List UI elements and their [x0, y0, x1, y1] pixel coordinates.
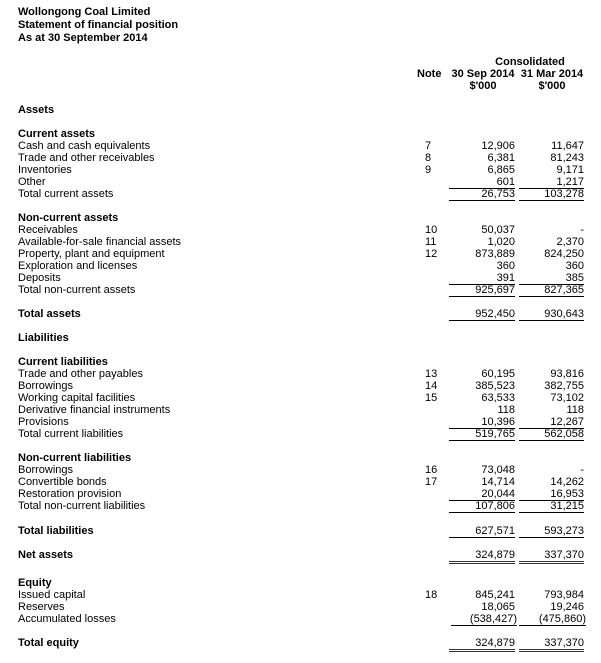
table-row — [0, 464, 601, 476]
section-current-assets — [0, 128, 601, 140]
row-label: Accumulated losses — [18, 613, 116, 625]
row-label: Total equity — [18, 637, 79, 649]
row-label: Other — [18, 176, 46, 188]
row-label: Convertible bonds — [18, 476, 107, 488]
column-30-sep-2014-unit: $'000 — [469, 80, 497, 92]
table-row — [0, 224, 601, 236]
section-heading: Current liabilities — [18, 356, 108, 368]
row-label: Deposits — [18, 272, 61, 284]
row-label: Inventories — [18, 164, 72, 176]
consolidated-header: Consolidated — [495, 56, 565, 68]
row-note: 13 — [425, 368, 438, 380]
value-31-mar-2014: 793,984 — [544, 589, 584, 601]
section-equity — [0, 577, 601, 589]
column-31-mar-2014-header: 31 Mar 2014 — [520, 68, 584, 80]
note-column-header: Note — [417, 68, 442, 80]
value-30-sep-2014: 952,450 — [449, 308, 515, 321]
value-30-sep-2014: 1,020 — [487, 236, 515, 248]
value-31-mar-2014: 593,273 — [519, 525, 584, 538]
table-row — [0, 272, 601, 284]
table-row-net-assets — [0, 549, 601, 561]
value-30-sep-2014: 925,697 — [449, 284, 515, 297]
row-label: Total non-current assets — [18, 284, 136, 296]
value-31-mar-2014: 9,171 — [556, 164, 584, 176]
row-label: Cash and cash equivalents — [18, 140, 151, 152]
company-name: Wollongong Coal Limited — [18, 6, 151, 18]
row-label: Total current assets — [18, 188, 114, 200]
value-30-sep-2014: 627,571 — [449, 525, 515, 538]
value-31-mar-2014: 103,278 — [519, 188, 584, 201]
value-30-sep-2014: 73,048 — [481, 464, 515, 476]
value-30-sep-2014: 385,523 — [475, 380, 515, 392]
row-note: 8 — [425, 152, 432, 164]
row-label: Receivables — [18, 224, 78, 236]
value-30-sep-2014: (538,427) — [451, 613, 517, 626]
value-30-sep-2014: 14,714 — [481, 476, 515, 488]
row-label: Issued capital — [18, 589, 86, 601]
value-30-sep-2014: 26,753 — [449, 188, 515, 201]
value-31-mar-2014: 382,755 — [544, 380, 584, 392]
value-30-sep-2014: 845,241 — [475, 589, 515, 601]
table-row — [0, 236, 601, 248]
table-row — [0, 476, 601, 488]
row-label: Derivative financial instruments — [18, 404, 171, 416]
table-row — [0, 488, 601, 500]
row-label: Exploration and licenses — [18, 260, 138, 272]
table-row-total-assets — [0, 308, 601, 320]
value-30-sep-2014: 107,806 — [449, 500, 515, 513]
value-31-mar-2014: 337,370 — [519, 549, 584, 564]
section-heading: Equity — [18, 577, 52, 589]
row-label: Total current liabilities — [18, 428, 124, 440]
column-31-mar-2014-unit: $'000 — [538, 80, 566, 92]
row-label: Reserves — [18, 601, 65, 613]
value-31-mar-2014: 118 — [566, 404, 584, 416]
value-31-mar-2014: - — [580, 464, 584, 476]
row-label: Net assets — [18, 549, 74, 561]
table-row-total — [0, 500, 601, 512]
value-31-mar-2014: 14,262 — [550, 476, 584, 488]
table-row — [0, 368, 601, 380]
row-note: 11 — [425, 236, 437, 248]
row-label: Borrowings — [18, 464, 74, 476]
value-31-mar-2014: (475,860) — [519, 613, 586, 626]
value-30-sep-2014: 12,906 — [481, 140, 515, 152]
table-row — [0, 404, 601, 416]
table-row — [0, 164, 601, 176]
statement-title: Statement of financial position — [18, 19, 179, 31]
value-31-mar-2014: 1,217 — [519, 176, 584, 189]
table-row — [0, 152, 601, 164]
section-heading: Non-current liabilities — [18, 452, 132, 464]
section-non-current-assets — [0, 212, 601, 224]
value-31-mar-2014: 2,370 — [556, 236, 584, 248]
value-31-mar-2014: 16,953 — [519, 488, 584, 501]
value-31-mar-2014: 824,250 — [544, 248, 584, 260]
table-row-total — [0, 188, 601, 200]
section-assets — [0, 104, 601, 116]
row-label: Available-for-sale financial assets — [18, 236, 182, 248]
row-note: 18 — [425, 589, 438, 601]
table-row-total — [0, 428, 601, 440]
value-30-sep-2014: 873,889 — [475, 248, 515, 260]
row-label: Total non-current liabilities — [18, 500, 146, 512]
value-31-mar-2014: 31,215 — [519, 500, 584, 513]
row-note: 15 — [425, 392, 438, 404]
row-note: 16 — [425, 464, 438, 476]
value-30-sep-2014: 6,865 — [487, 164, 515, 176]
table-row-total-liabilities — [0, 525, 601, 537]
column-30-sep-2014-header: 30 Sep 2014 — [451, 68, 515, 80]
row-note: 7 — [425, 140, 432, 152]
value-30-sep-2014: 324,879 — [449, 549, 515, 564]
section-current-liabilities — [0, 356, 601, 368]
value-30-sep-2014: 324,879 — [449, 637, 515, 652]
value-31-mar-2014: - — [580, 224, 584, 236]
row-label: Working capital facilities — [18, 392, 136, 404]
value-30-sep-2014: 20,044 — [449, 488, 515, 501]
row-label: Trade and other payables — [18, 368, 143, 380]
value-31-mar-2014: 827,365 — [519, 284, 584, 297]
value-31-mar-2014: 81,243 — [550, 152, 584, 164]
value-30-sep-2014: 601 — [449, 176, 515, 189]
value-31-mar-2014: 12,267 — [519, 416, 584, 429]
value-31-mar-2014: 73,102 — [550, 392, 584, 404]
table-row — [0, 392, 601, 404]
table-row — [0, 589, 601, 601]
row-label: Total assets — [18, 308, 81, 320]
value-30-sep-2014: 360 — [496, 260, 515, 272]
value-30-sep-2014: 519,765 — [449, 428, 515, 441]
section-heading: Current assets — [18, 128, 96, 140]
value-30-sep-2014: 18,065 — [481, 601, 515, 613]
row-note: 10 — [425, 224, 438, 236]
value-30-sep-2014: 6,381 — [487, 152, 515, 164]
row-label: Borrowings — [18, 380, 74, 392]
table-row — [0, 248, 601, 260]
row-label: Property, plant and equipment — [18, 248, 165, 260]
section-heading: Non-current assets — [18, 212, 119, 224]
row-label: Total liabilities — [18, 525, 94, 537]
value-31-mar-2014: 337,370 — [519, 637, 584, 652]
value-31-mar-2014: 19,246 — [550, 601, 584, 613]
table-row — [0, 416, 601, 428]
statement-date: As at 30 September 2014 — [18, 32, 148, 44]
table-row — [0, 260, 601, 272]
value-30-sep-2014: 10,396 — [449, 416, 515, 429]
table-row — [0, 140, 601, 152]
row-label: Provisions — [18, 416, 69, 428]
value-31-mar-2014: 11,647 — [551, 140, 584, 152]
value-30-sep-2014: 50,037 — [481, 224, 515, 236]
value-30-sep-2014: 63,533 — [481, 392, 515, 404]
value-30-sep-2014: 60,195 — [481, 368, 515, 380]
row-note: 14 — [425, 380, 438, 392]
value-30-sep-2014: 118 — [497, 404, 515, 416]
table-row-total-equity — [0, 637, 601, 649]
section-heading: Assets — [18, 104, 55, 116]
value-30-sep-2014: 391 — [449, 272, 515, 285]
document-header — [18, 6, 178, 45]
value-31-mar-2014: 385 — [519, 272, 584, 285]
row-note: 9 — [425, 164, 432, 176]
table-row — [0, 176, 601, 188]
row-note: 12 — [425, 248, 438, 260]
table-row — [0, 601, 601, 613]
row-label: Trade and other receivables — [18, 152, 155, 164]
row-label: Restoration provision — [18, 488, 122, 500]
section-heading: Liabilities — [18, 332, 69, 344]
table-row-total — [0, 284, 601, 296]
value-31-mar-2014: 562,058 — [519, 428, 584, 441]
value-31-mar-2014: 93,816 — [550, 368, 584, 380]
value-31-mar-2014: 930,643 — [519, 308, 584, 321]
row-note: 17 — [425, 476, 438, 488]
table-row — [0, 380, 601, 392]
section-non-current-liabilities — [0, 452, 601, 464]
section-liabilities — [0, 332, 601, 344]
value-31-mar-2014: 360 — [565, 260, 584, 272]
table-row — [0, 613, 601, 625]
